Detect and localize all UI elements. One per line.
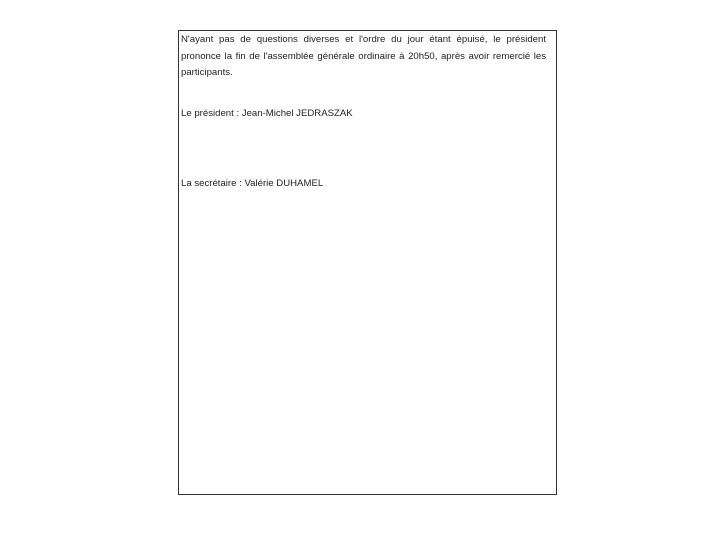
president-signature-line: Le président : Jean-Michel JEDRASZAK bbox=[181, 108, 353, 119]
document-page bbox=[178, 30, 557, 495]
closing-paragraph: N'ayant pas de questions diverses et l'ordre du jour étant épuisé, le président prononce la fin de l'assemblée générale ordinaire à 20h50, après avoir remercié les participants. bbox=[181, 34, 546, 78]
secretary-signature-line: La secrétaire : Valérie DUHAMEL bbox=[181, 178, 324, 189]
